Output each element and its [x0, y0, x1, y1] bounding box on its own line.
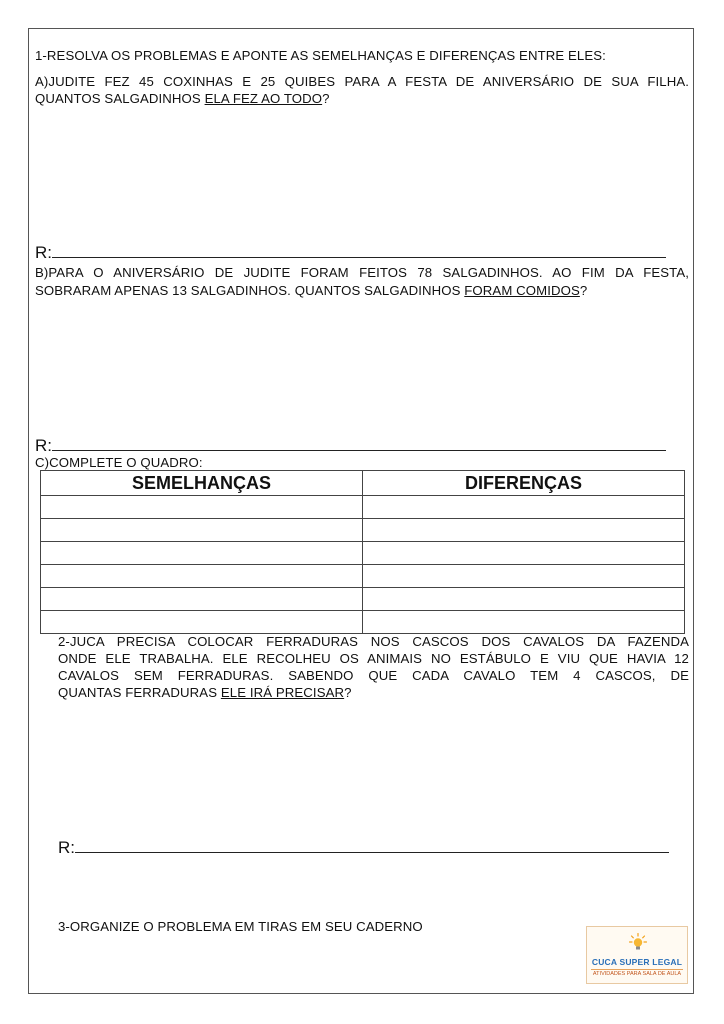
question-2-mark: ? — [344, 685, 352, 700]
table-cell[interactable] — [363, 565, 685, 588]
comparison-table — [40, 470, 685, 634]
table-row — [41, 496, 685, 519]
table-cell[interactable] — [363, 588, 685, 611]
answer-2-line[interactable] — [75, 838, 669, 853]
answer-1a-label: R: — [35, 243, 52, 262]
question-1a-line-2 — [35, 90, 330, 107]
answer-1b-label: R: — [35, 436, 52, 455]
cuca-super-legal-logo — [586, 926, 688, 984]
question-2-line-3: CAVALOS SEM FERRADURAS. SABENDO QUE CADA CAVALO TEM 4 CASCOS, DE — [58, 668, 689, 683]
question-1b-text: SOBRARAM APENAS 13 SALGADINHOS. QUANTOS SALGADINHOS — [35, 283, 465, 298]
answer-1b — [35, 436, 666, 455]
table-row — [41, 519, 685, 542]
table-cell[interactable] — [363, 496, 685, 519]
table-cell[interactable] — [363, 542, 685, 565]
question-1b-mark: ? — [579, 283, 588, 298]
lightbulb-icon — [629, 933, 647, 951]
col-header-semelhancas: SEMELHANÇAS — [41, 471, 363, 496]
question-1a-text: QUANTOS SALGADINHOS — [35, 91, 205, 106]
answer-1b-line[interactable] — [52, 436, 666, 451]
question-2-line-4 — [58, 684, 352, 701]
question-2-line-1: 2-JUCA PRECISA COLOCAR FERRADURAS NOS CASCOS DOS CAVALOS DA FAZENDA — [58, 634, 689, 649]
question-1c-label: C)COMPLETE O QUADRO: — [35, 455, 203, 470]
question-1b-line-2 — [35, 282, 587, 299]
question-1b-underlined: FORAM COMIDOS — [464, 283, 580, 298]
table-cell[interactable] — [41, 565, 363, 588]
logo-name: CUCA SUPER LEGAL — [591, 957, 683, 967]
table-row — [41, 611, 685, 634]
answer-1a-line[interactable] — [52, 243, 666, 258]
table-cell[interactable] — [363, 611, 685, 634]
col-header-diferencas: DIFERENÇAS — [363, 471, 685, 496]
question-2-line-2: ONDE ELE TRABALHA. ELE RECOLHEU OS ANIMAIS NO ESTÁBULO E VIU QUE HAVIA 12 — [58, 651, 689, 666]
table-cell[interactable] — [41, 542, 363, 565]
logo-tagline: ATIVIDADES PARA SALA DE AULA — [592, 971, 682, 977]
table-cell[interactable] — [41, 519, 363, 542]
question-1a-underlined: ELA FEZ AO TODO — [204, 91, 323, 106]
question-2-text: QUANTAS FERRADURAS — [58, 685, 221, 700]
table-cell[interactable] — [41, 588, 363, 611]
answer-2-label: R: — [58, 838, 75, 857]
table-cell[interactable] — [41, 496, 363, 519]
question-1b-line-1: B)PARA O ANIVERSÁRIO DE JUDITE FORAM FEITOS 78 SALGADINHOS. AO FIM DA FESTA, — [35, 265, 689, 280]
question-1a-mark: ? — [322, 91, 330, 106]
table-cell[interactable] — [363, 519, 685, 542]
question-1-title: 1-RESOLVA OS PROBLEMAS E APONTE AS SEMELHANÇAS E DIFERENÇAS ENTRE ELES: — [35, 48, 606, 63]
question-1a-line-1: A)JUDITE FEZ 45 COXINHAS E 25 QUIBES PARA A FESTA DE ANIVERSÁRIO DE SUA FILHA. — [35, 74, 689, 89]
table-row — [41, 542, 685, 565]
question-3-text: 3-ORGANIZE O PROBLEMA EM TIRAS EM SEU CADERNO — [58, 919, 423, 934]
table-row — [41, 588, 685, 611]
table-row — [41, 565, 685, 588]
answer-1a — [35, 243, 666, 262]
question-2-underlined: ELE IRÁ PRECISAR — [220, 685, 345, 700]
answer-2 — [58, 838, 669, 857]
table-cell[interactable] — [41, 611, 363, 634]
